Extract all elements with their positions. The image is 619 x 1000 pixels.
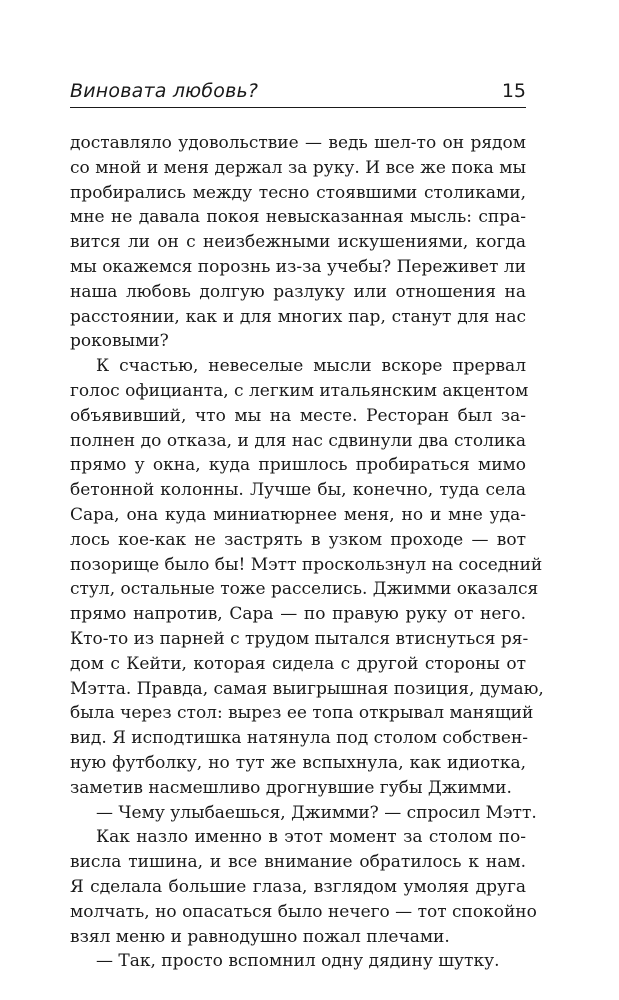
text-line: позорище было бы! Мэтт проскользнул на соседний [70,554,543,575]
text-line: Я сделала большие глаза, взглядом умоляя друга [70,876,526,897]
text-line: роковыми? [70,331,169,352]
page-number: 15 [501,80,526,102]
paragraph [70,354,544,800]
text-line: наша любовь долгую разлуку или отношения на [70,281,526,302]
body-text [70,131,544,974]
text-line: Сара, она куда миниатюрнее меня, но и мне уда- [70,504,526,525]
running-title: Виновата любовь? [70,80,259,102]
text-line: объявивший, что мы на месте. Ресторан был за- [70,405,526,426]
text-line: была через стол: вырез ее топа открывал манящий [70,703,534,724]
text-line: вид. Я исподтишка натянула под столом собствен- [70,728,529,749]
text-line: дом с Кейти, которая сидела с другой стороны от [70,653,526,674]
text-line: бетонной колонны. Лучше бы, конечно, туда села [70,480,526,501]
text-line: стул, остальные тоже расселись. Джимми оказался [70,579,539,600]
text-line: заметив насмешливо дрогнувшие губы Джимми. [70,777,512,798]
text-line: висла тишина, и все внимание обратилось к нам. [70,852,526,873]
text-line: взял меню и равнодушно пожал плечами. [70,926,450,947]
text-line: со мной и меня держал за руку. И все же пока мы [70,157,526,178]
text-line: лось кое-как не застрять в узком проходе — вот [70,529,526,550]
text-line: — Так, просто вспомнил одну дядину шутку. [96,951,500,972]
text-line: расстоянии, как и для многих пар, станут для нас [70,306,526,327]
text-line: голос официанта, с легким итальянским акцентом [70,380,529,401]
text-line: вится ли он с неизбежными искушениями, когда [70,232,526,253]
text-line: полнен до отказа, и для нас сдвинули два столика [70,430,526,451]
text-line: Мэтта. Правда, самая выигрышная позиция, думаю, [70,678,544,699]
text-line: доставляло удовольствие — ведь шел-то он рядом [70,133,526,153]
paragraph [70,131,526,354]
text-line: мы окажемся порознь из-за учебы? Переживет ли [70,256,526,277]
paragraph [70,949,526,974]
text-line: прямо напротив, Сара — по правую руку от него. [70,604,526,625]
text-line: молчать, но опасаться было нечего — тот спокойно [70,901,537,922]
text-line: Как назло именно в этот момент за столом по- [96,827,526,848]
text-line: — Чему улыбаешься, Джимми? — спросил Мэтт. [96,802,537,823]
header-divider [70,107,526,108]
text-line: прямо у окна, куда пришлось пробираться мимо [70,455,526,476]
text-line: пробирались между тесно стоявшими столиками, [70,182,526,203]
paragraph [70,825,537,949]
text-line: мне не давала покоя невысказанная мысль: спра- [70,207,526,228]
paragraph [70,801,537,826]
text-line: Кто-то из парней с трудом пытался втиснуться ря- [70,628,529,649]
page-header [70,80,526,106]
text-line: ную футболку, но тут же вспыхнула, как идиотка, [70,752,526,773]
text-line: К счастью, невеселые мысли вскоре прервал [96,356,526,377]
